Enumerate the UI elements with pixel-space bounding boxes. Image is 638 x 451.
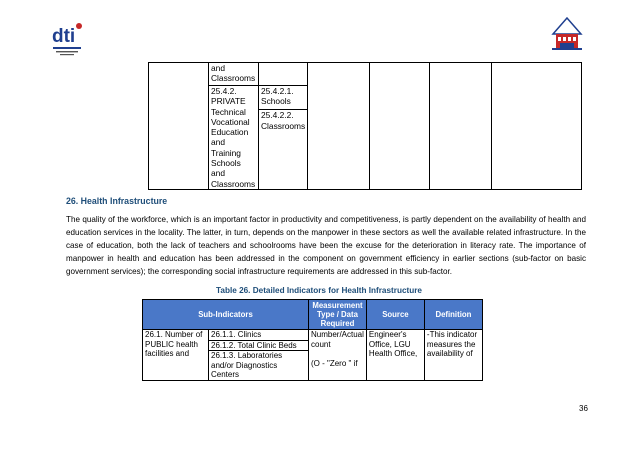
table-cell: 26.1.1. Clinics xyxy=(209,330,309,341)
paragraph-text: The quality of the workforce, which is an important factor in productivity and competitiveness, is partly dependent on the availability of health and education services in the locality. The latter, in turn, depends on the manpower in these sectors as well the available related infrastructure. In the case of education, both the lack of teachers and schoolrooms have been the excuse for the deterioration in literacy rate. The importance of manpower in health and education has been addressed in the component on government efficiency in earlier sections (sub-factor on basic government services); the corresponding social infrastructure requirements are addressed in this sub-factor. xyxy=(66,215,586,276)
header-measurement: Measurement Type / Data Required xyxy=(309,300,367,330)
cell-text: and xyxy=(211,63,225,73)
empty-cell xyxy=(430,63,492,190)
table-cell: 25.4.2. PRIVATE Technical Vocational Education and Training Schools and Classrooms xyxy=(209,86,259,190)
table-cell: 25.4.2.2. Classrooms xyxy=(259,110,308,190)
header-definition: Definition xyxy=(424,300,482,330)
empty-cell xyxy=(308,63,370,190)
empty-cell xyxy=(492,63,582,190)
table-cell: 26.1.3. Laboratories and/or Diagnostics Centers xyxy=(209,351,309,381)
cell-text: Classrooms xyxy=(211,73,256,84)
table-cell: Engineer's Office, LGU Health Office, xyxy=(366,330,424,381)
table-cell xyxy=(209,63,259,86)
table-cell: 25.4.2.1. Schools xyxy=(259,86,308,110)
empty-cell xyxy=(149,63,209,190)
body-paragraph xyxy=(66,213,586,278)
dti-logo xyxy=(50,20,84,60)
empty-cell xyxy=(370,63,430,190)
table-cell: -This indicator measures the availability of xyxy=(424,330,482,381)
section-heading: 26. Health Infrastructure xyxy=(66,196,168,206)
table-cell: 26.1. Number of PUBLIC health facilities and xyxy=(143,330,209,381)
header-source: Source xyxy=(366,300,424,330)
svg-text:dti: dti xyxy=(52,26,76,47)
table-title: Table 26. Detailed Indicators for Health Infrastructure xyxy=(216,286,422,295)
city-building-logo xyxy=(548,14,586,54)
table-cell: Number/Actual count (O - "Zero " if xyxy=(309,330,367,381)
health-indicators-table xyxy=(142,299,483,381)
continued-table xyxy=(148,62,582,190)
empty-cell xyxy=(259,63,308,86)
table-cell: 26.1.2. Total Clinic Beds xyxy=(209,340,309,351)
page-number: 36 xyxy=(579,404,588,413)
header-sub-indicators: Sub-Indicators xyxy=(143,300,309,330)
